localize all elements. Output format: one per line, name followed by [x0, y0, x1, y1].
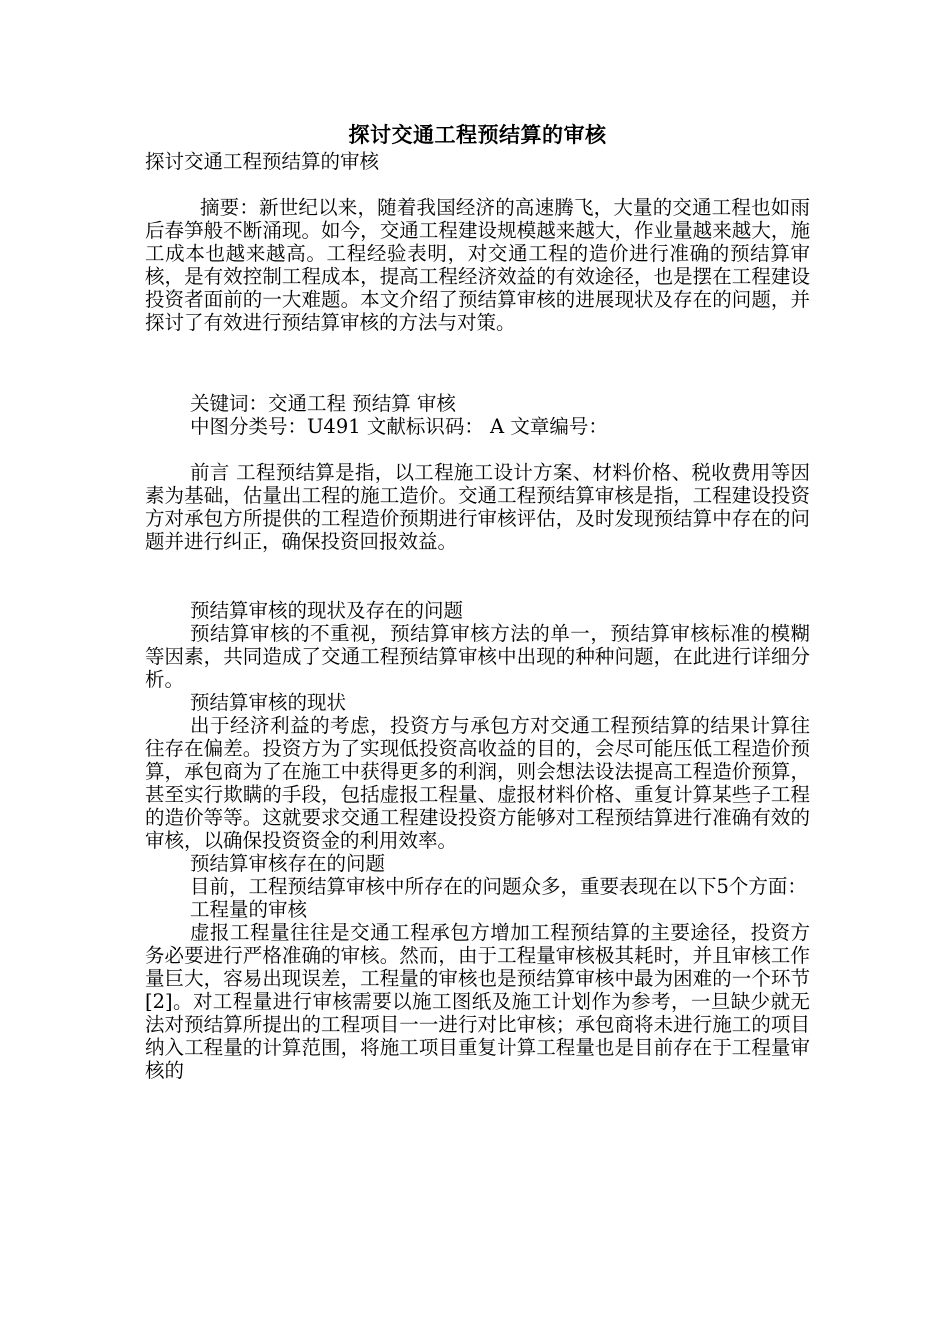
spacer — [145, 438, 810, 461]
section-heading: 预结算审核的现状及存在的问题 — [190, 599, 464, 622]
document-title: 探讨交通工程预结算的审核 — [348, 123, 607, 147]
subsection-paragraph: 出于经济利益的考虑，投资方与承包方对交通工程预结算的结果计算往往存在偏差。投资方为了实现低投资高收益的目的，会尽可能压低工程造价预算，承包商为了在施工中获得更多的利润，则会想法设法提高工程造价预算，甚至实行欺瞒的手段，包括虚报工程量、虚报材料价格、重复计算某些子工程的造价等等。这就要求交通工程建设投资方能够对工程预结算进行准确有效的审核，以确保投资资金的利用效率。 — [145, 714, 810, 852]
subsubsection-heading: 工程量的审核 — [190, 898, 308, 921]
document-page — [145, 120, 810, 1082]
subsubsection-paragraph: 虚报工程量往往是交通工程承包方增加工程预结算的主要途径，投资方务必要进行严格准确的审核。然而，由于工程量审核极其耗时，并且审核工作量巨大，容易出现误差，工程量的审核也是预结算审核中最为困难的一个环节[2]。对工程量进行审核需要以施工图纸及施工计划作为参考，一旦缺少就无法对预结算所提出的工程项目一一进行对比审核；承包商将未进行施工的项目纳入工程量的计算范围，将施工项目重复计算工程量也是目前存在于工程量审核的 — [145, 921, 810, 1082]
spacer — [145, 334, 810, 380]
section-paragraph: 预结算审核的不重视，预结算审核方法的单一，预结算审核标准的模糊等因素，共同造成了交通工程预结算审核中出现的种种问题，在此进行详细分析。 — [145, 622, 810, 691]
keywords-line: 关键词：交通工程 预结算 审核 — [190, 392, 456, 415]
spacer — [145, 380, 810, 392]
spacer — [145, 173, 810, 196]
classification-line: 中图分类号：U491 文献标识码： A 文章编号： — [190, 415, 608, 438]
subsection-paragraph: 目前，工程预结算审核中所存在的问题众多，重要表现在以下5个方面： — [190, 875, 807, 898]
spacer — [145, 553, 810, 599]
subsection-heading: 预结算审核的现状 — [190, 691, 347, 714]
subsection-heading: 预结算审核存在的问题 — [190, 852, 386, 875]
preface-paragraph: 前言 工程预结算是指，以工程施工设计方案、材料价格、税收费用等因素为基础，估量出工程的施工造价。交通工程预结算审核是指，工程建设投资方对承包方所提供的工程造价预期进行审核评估，及时发现预结算中存在的问题并进行纠正，确保投资回报效益。 — [145, 461, 810, 553]
document-subtitle: 探讨交通工程预结算的审核 — [145, 150, 380, 173]
abstract-paragraph: 摘要：新世纪以来，随着我国经济的高速腾飞，大量的交通工程也如雨后春笋般不断涌现。如今，交通工程建设规模越来越大，作业量越来越大，施工成本也越来越高。工程经验表明，对交通工程的造价进行准确的预结算审核，是有效控制工程成本，提高工程经济效益的有效途径，也是摆在工程建设投资者面前的一大难题。本文介绍了预结算审核的进展现状及存在的问题，并探讨了有效进行预结算审核的方法与对策。 — [145, 196, 810, 334]
